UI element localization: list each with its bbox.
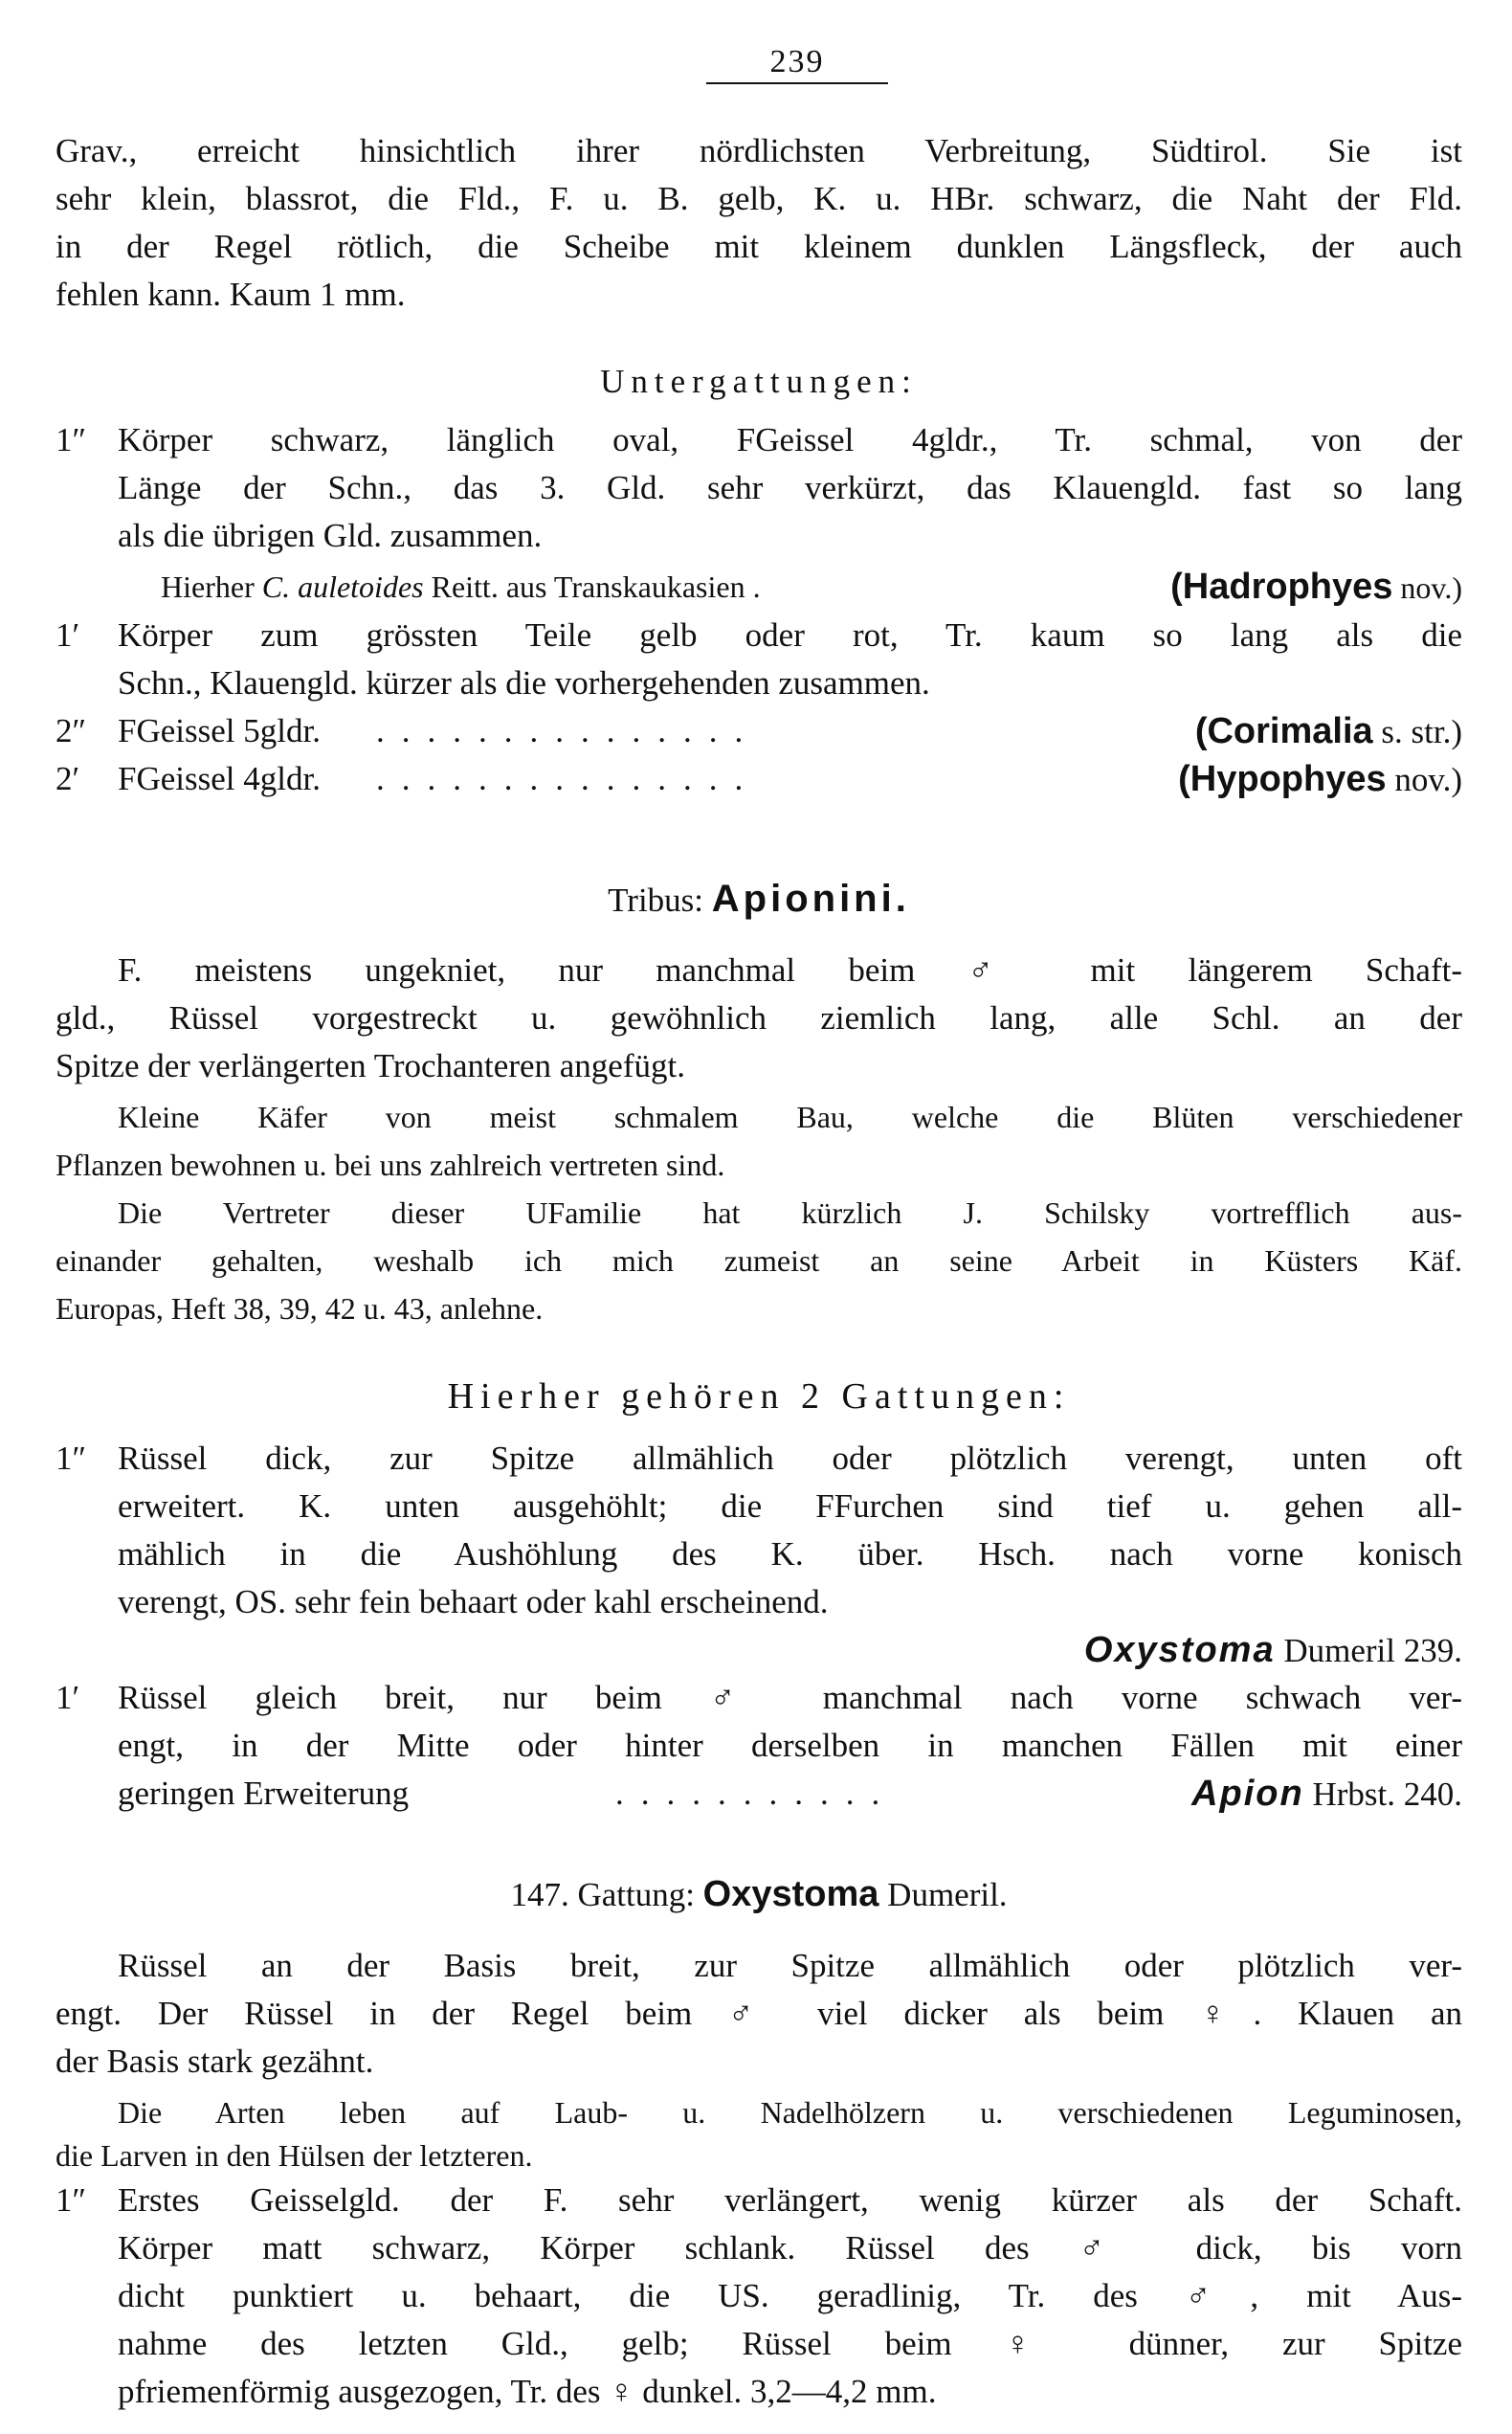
genus-desc-line: Rüssel an der Basis breit, zur Spitze allmählich oder plötzlich ver- bbox=[118, 1947, 1462, 1984]
key-number: 1′ bbox=[56, 1679, 80, 1716]
key-number: 1″ bbox=[56, 421, 87, 458]
key-number: 2′ bbox=[56, 760, 80, 797]
key-text: FGeissel 4gldr. bbox=[118, 760, 321, 797]
key-number: 1′ bbox=[56, 616, 80, 654]
gattung-heading bbox=[56, 1871, 1462, 1917]
key-text: geringen Erweiterung bbox=[118, 1775, 410, 1812]
genus-reference bbox=[56, 1627, 1462, 1673]
subgenus-suffix: s. str.) bbox=[1381, 713, 1462, 750]
genus-desc-line: der Basis stark gezähnt. bbox=[56, 2043, 374, 2080]
subgenus-name: (Hypophyes bbox=[1178, 759, 1387, 799]
key-line: nahme des letzten Gld., gelb; Rüssel beim ♀ dünner, zur Spitze bbox=[118, 2325, 1462, 2362]
key-line: Körper zum grössten Teile gelb oder rot, Tr. kaum so lang als die bbox=[118, 616, 1462, 654]
tribus-text-line: gld., Rüssel vorgestreckt u. gewöhnlich ziemlich lang, alle Schl. an der bbox=[56, 999, 1462, 1037]
key-line: als die übrigen Gld. zusammen. bbox=[118, 517, 543, 554]
key-line: Schn., Klauengld. kürzer als die vorhergehenden zusammen. bbox=[118, 664, 930, 702]
key-line: mählich in die Aushöhlung des K. über. Hsch. nach vorne konisch bbox=[118, 1535, 1462, 1573]
key-line: pfriemenförmig ausgezogen, Tr. des ♀ dunkel. 3,2—4,2 mm. bbox=[118, 2373, 937, 2410]
note-line: Die Vertreter dieser UFamilie hat kürzlich J. Schilsky vortrefflich aus- bbox=[118, 1195, 1462, 1230]
leader-dots: ............... bbox=[376, 760, 761, 797]
genus-desc-line: engt. Der Rüssel in der Regel beim ♂ viel dicker als beim ♀. Klauen an bbox=[56, 1995, 1462, 2032]
note-line: Kleine Käfer von meist schmalem Bau, welche die Blüten verschiedener bbox=[118, 1100, 1462, 1134]
key-line: Körper schwarz, länglich oval, FGeissel 4gldr., Tr. schmal, von der bbox=[118, 421, 1462, 458]
leader-dots: ............... bbox=[376, 712, 761, 749]
untergattungen-heading: Untergattungen: bbox=[600, 363, 918, 400]
intro-line: fehlen kann. Kaum 1 mm. bbox=[56, 276, 406, 313]
leader-dots: ........... bbox=[615, 1775, 898, 1812]
key-line: dicht punktiert u. behaart, die US. geradlinig, Tr. des ♂, mit Aus- bbox=[118, 2277, 1462, 2314]
subgenus-name: (Corimalia bbox=[1194, 711, 1373, 751]
intro-line: sehr klein, blassrot, die Fld., F. u. B. gelb, K. u. HBr. schwarz, die Naht der Fld. bbox=[56, 180, 1462, 217]
genus-author: Hrbst. 240. bbox=[1312, 1775, 1462, 1813]
tribus-heading bbox=[56, 876, 1462, 922]
tribus-text-line: Spitze der verlängerten Trochanteren angefügt. bbox=[56, 1047, 685, 1084]
key-entry-2a bbox=[56, 708, 1462, 754]
key-number: 2″ bbox=[56, 712, 87, 749]
key-line bbox=[118, 1771, 1462, 1817]
intro-line: Grav., erreicht hinsichtlich ihrer nördlichsten Verbreitung, Südtirol. Sie ist bbox=[56, 132, 1462, 169]
gattung-author: Dumeril. bbox=[887, 1876, 1008, 1913]
key-line: verengt, OS. sehr fein behaart oder kahl erscheinend. bbox=[118, 1583, 829, 1620]
gattungen-heading: Hierher gehören 2 Gattungen: bbox=[447, 1376, 1071, 1417]
hierher-line bbox=[161, 564, 1462, 610]
key-line: Rüssel gleich breit, nur beim ♂ manchmal nach vorne schwach ver- bbox=[118, 1679, 1462, 1716]
genus-name: Apion bbox=[1191, 1774, 1304, 1814]
note-line: Europas, Heft 38, 39, 42 u. 43, anlehne. bbox=[56, 1291, 544, 1326]
page-number: 239 bbox=[706, 44, 888, 84]
key-number: 1″ bbox=[56, 1440, 87, 1477]
hierher-pre: Hierher bbox=[161, 569, 255, 604]
hierher-post: Reitt. aus Transkaukasien . bbox=[431, 569, 761, 604]
key-number: 1″ bbox=[56, 2181, 87, 2219]
tribus-text-line: F. meistens ungekniet, nur manchmal beim ♂ mit längerem Schaft- bbox=[118, 951, 1462, 989]
gattung-label: 147. Gattung: bbox=[510, 1876, 695, 1913]
note-line: Die Arten leben auf Laub- u. Nadelhölzern u. verschiedenen Leguminosen, bbox=[118, 2095, 1462, 2130]
note-line: Pflanzen bewohnen u. bei uns zahlreich vertreten sind. bbox=[56, 1148, 725, 1182]
taxon-name: C. auletoides bbox=[261, 569, 424, 604]
key-text: FGeissel 5gldr. bbox=[118, 712, 321, 749]
key-line: erweitert. K. unten ausgehöhlt; die FFurchen sind tief u. gehen all- bbox=[118, 1487, 1462, 1525]
key-line: Erstes Geisselgld. der F. sehr verlängert, wenig kürzer als der Schaft. bbox=[118, 2181, 1462, 2219]
note-line: die Larven in den Hülsen der letzteren. bbox=[56, 2138, 533, 2173]
key-line: Länge der Schn., das 3. Gld. sehr verkürzt, das Klauengld. fast so lang bbox=[118, 469, 1462, 506]
intro-line: in der Regel rötlich, die Scheibe mit kleinem dunklen Längsfleck, der auch bbox=[56, 228, 1462, 265]
tribus-label: Tribus: bbox=[608, 882, 704, 919]
key-line: Körper matt schwarz, Körper schlank. Rüssel des ♂ dick, bis vorn bbox=[118, 2229, 1462, 2267]
note-line: einander gehalten, weshalb ich mich zumeist an seine Arbeit in Küsters Käf. bbox=[56, 1243, 1462, 1278]
subgenus-name: (Hadrophyes bbox=[1170, 567, 1393, 607]
subgenus-suffix: nov.) bbox=[1400, 570, 1462, 605]
key-line: engt, in der Mitte oder hinter derselben in manchen Fällen mit einer bbox=[118, 1727, 1462, 1764]
tribus-name: Apionini. bbox=[711, 878, 910, 920]
genus-author: Dumeril 239. bbox=[1283, 1632, 1462, 1669]
gattung-name: Oxystoma bbox=[702, 1874, 879, 1914]
subgenus-suffix: nov.) bbox=[1394, 761, 1462, 798]
key-line: Rüssel dick, zur Spitze allmählich oder plötzlich verengt, unten oft bbox=[118, 1440, 1462, 1477]
genus-name: Oxystoma bbox=[1083, 1630, 1276, 1670]
key-entry-2b bbox=[56, 756, 1462, 802]
